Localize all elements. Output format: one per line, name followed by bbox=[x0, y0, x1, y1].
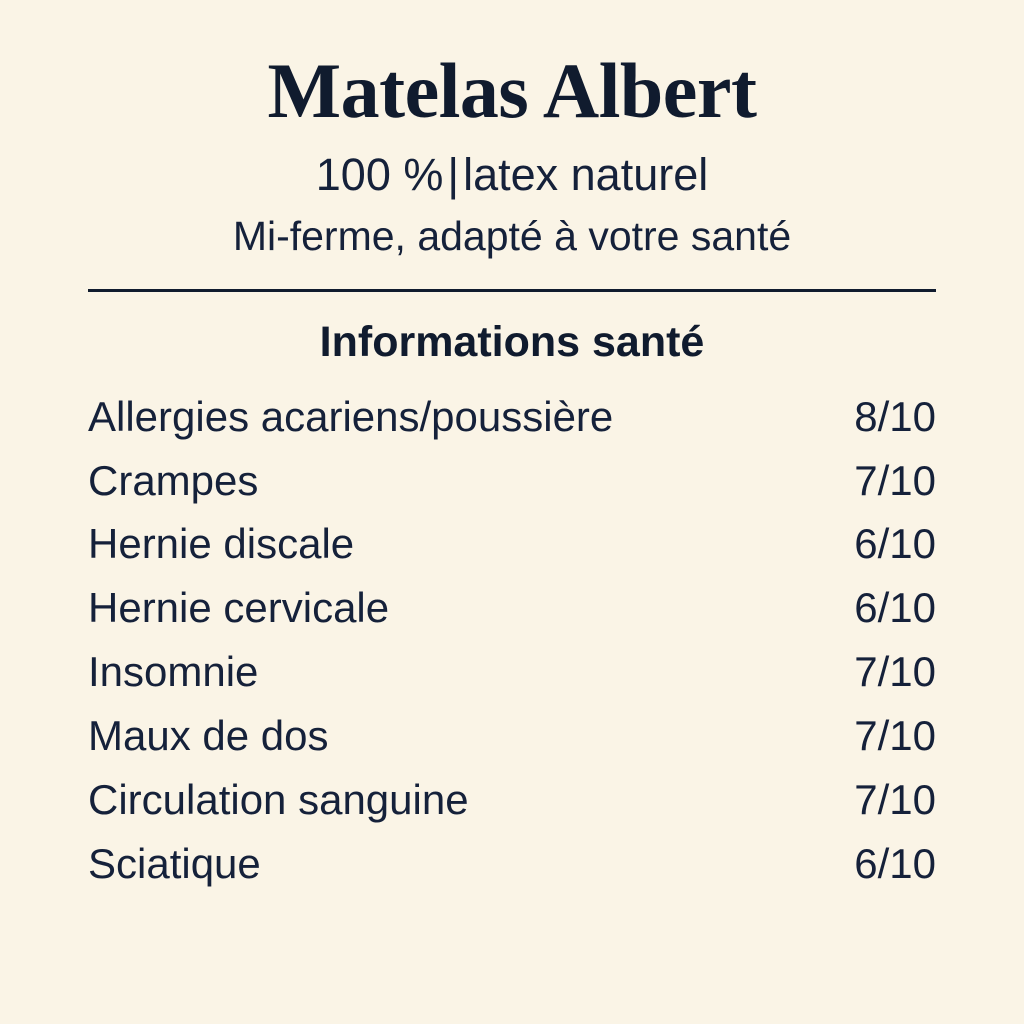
material-percentage: 100 % bbox=[315, 148, 444, 200]
health-item-score: 6/10 bbox=[854, 520, 936, 568]
material-name: latex naturel bbox=[463, 148, 709, 200]
health-item-label: Allergies acariens/poussière bbox=[88, 392, 614, 440]
subtitle-separator: | bbox=[447, 148, 460, 200]
list-item bbox=[88, 768, 936, 832]
health-item-score: 8/10 bbox=[854, 392, 936, 440]
health-info-list bbox=[88, 385, 936, 896]
health-item-label: Circulation sanguine bbox=[88, 775, 469, 823]
list-item bbox=[88, 832, 936, 896]
health-section-title: Informations santé bbox=[319, 317, 705, 366]
health-item-score: 6/10 bbox=[854, 584, 936, 632]
health-item-score: 6/10 bbox=[854, 839, 936, 887]
list-item bbox=[88, 704, 936, 768]
list-item bbox=[88, 385, 936, 449]
health-item-score: 7/10 bbox=[854, 456, 936, 504]
health-item-label: Maux de dos bbox=[88, 711, 329, 759]
health-item-label: Crampes bbox=[88, 456, 259, 504]
health-item-score: 7/10 bbox=[854, 775, 936, 823]
list-item bbox=[88, 512, 936, 576]
divider bbox=[88, 289, 936, 292]
health-item-label: Hernie cervicale bbox=[88, 584, 390, 632]
health-item-score: 7/10 bbox=[854, 648, 936, 696]
list-item bbox=[88, 449, 936, 513]
health-item-label: Insomnie bbox=[88, 648, 259, 696]
health-item-score: 7/10 bbox=[854, 711, 936, 759]
health-item-label: Hernie discale bbox=[88, 520, 355, 568]
list-item bbox=[88, 640, 936, 704]
product-tagline: Mi-ferme, adapté à votre santé bbox=[232, 213, 792, 260]
health-item-label: Sciatique bbox=[88, 839, 261, 887]
product-subtitle bbox=[88, 146, 936, 204]
list-item bbox=[88, 576, 936, 640]
product-title: Matelas Albert bbox=[267, 47, 757, 134]
